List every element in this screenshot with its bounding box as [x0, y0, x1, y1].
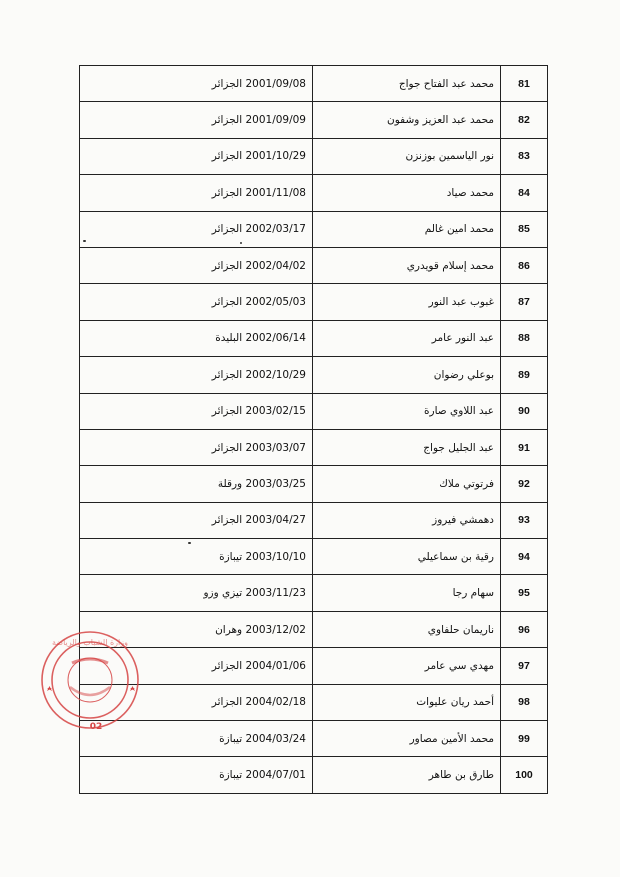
- row-birth-date-place: 2004/02/18 الجزائر: [80, 684, 313, 720]
- row-number: 87: [501, 284, 548, 320]
- table-row: [80, 211, 548, 247]
- table-row: [80, 757, 548, 793]
- table-row: [80, 357, 548, 393]
- row-birth-date-place: 2001/11/08 الجزائر: [80, 175, 313, 211]
- row-number: 84: [501, 175, 548, 211]
- row-birth-date-place: 2002/03/17 الجزائر: [80, 211, 313, 247]
- row-name: عبد النور عامر: [313, 320, 501, 356]
- row-birth-date-place: 2003/11/23 تيزي وزو: [80, 575, 313, 611]
- row-number: 94: [501, 539, 548, 575]
- row-birth-date-place: 2002/10/29 الجزائر: [80, 357, 313, 393]
- row-number: 85: [501, 211, 548, 247]
- row-number: 90: [501, 393, 548, 429]
- row-name: عبد الجليل جواج: [313, 429, 501, 465]
- row-number: 100: [501, 757, 548, 793]
- table-row: [80, 466, 548, 502]
- row-number: 81: [501, 66, 548, 102]
- stamp-text: وزارة الشباب والرياضة: [52, 638, 128, 647]
- row-name: بوعلي رضوان: [313, 357, 501, 393]
- row-number: 83: [501, 138, 548, 174]
- row-name: رقية بن سماعيلي: [313, 539, 501, 575]
- row-name: سهام رجا: [313, 575, 501, 611]
- table-row: [80, 66, 548, 102]
- row-number: 92: [501, 466, 548, 502]
- row-name: فرتوتي ملاك: [313, 466, 501, 502]
- row-number: 98: [501, 684, 548, 720]
- row-number: 86: [501, 247, 548, 283]
- row-name: ناريمان حلفاوي: [313, 611, 501, 647]
- row-number: 88: [501, 320, 548, 356]
- stamp-code: 02: [89, 722, 103, 732]
- row-name: مهدي سي عامر: [313, 648, 501, 684]
- row-number: 97: [501, 648, 548, 684]
- row-name: نور الياسمين بوزنزن: [313, 138, 501, 174]
- row-number: 96: [501, 611, 548, 647]
- row-number: 91: [501, 429, 548, 465]
- row-number: 95: [501, 575, 548, 611]
- row-number: 89: [501, 357, 548, 393]
- row-birth-date-place: 2001/09/08 الجزائر: [80, 66, 313, 102]
- row-name: محمد عبد الفتاح جواج: [313, 66, 501, 102]
- row-birth-date-place: 2001/09/09 الجزائر: [80, 102, 313, 138]
- row-birth-date-place: 2002/04/02 الجزائر: [80, 247, 313, 283]
- row-name: محمد إسلام قويدري: [313, 247, 501, 283]
- row-number: 93: [501, 502, 548, 538]
- row-name: دهمشي فيروز: [313, 502, 501, 538]
- table-row: [80, 247, 548, 283]
- row-name: محمد امين غالم: [313, 211, 501, 247]
- row-birth-date-place: 2001/10/29 الجزائر: [80, 138, 313, 174]
- row-name: محمد الأمين مصاور: [313, 721, 501, 757]
- row-birth-date-place: 2003/03/07 الجزائر: [80, 429, 313, 465]
- row-name: محمد صياد: [313, 175, 501, 211]
- table-row: [80, 539, 548, 575]
- row-name: غبوب عبد النور: [313, 284, 501, 320]
- ink-speck: [83, 240, 86, 242]
- row-number: 99: [501, 721, 548, 757]
- table-row: [80, 320, 548, 356]
- row-birth-date-place: 2004/07/01 تيبازة: [80, 757, 313, 793]
- table-row: [80, 575, 548, 611]
- row-birth-date-place: 2003/03/25 ورقلة: [80, 466, 313, 502]
- table-row: [80, 429, 548, 465]
- table-row: [80, 102, 548, 138]
- table-row: [80, 284, 548, 320]
- table-row: [80, 502, 548, 538]
- table-row: [80, 175, 548, 211]
- row-name: أحمد ريان عليوات: [313, 684, 501, 720]
- table-row: [80, 393, 548, 429]
- row-name: طارق بن طاهر: [313, 757, 501, 793]
- row-birth-date-place: 2003/10/10 تيبازة: [80, 539, 313, 575]
- table-row: [80, 138, 548, 174]
- row-name: عبد اللاوي صارة: [313, 393, 501, 429]
- row-birth-date-place: 2004/03/24 تيبازة: [80, 721, 313, 757]
- row-name: محمد عبد العزيز وشفون: [313, 102, 501, 138]
- row-number: 82: [501, 102, 548, 138]
- row-birth-date-place: 2002/06/14 البليدة: [80, 320, 313, 356]
- ink-speck: [240, 242, 242, 244]
- row-birth-date-place: 2003/04/27 الجزائر: [80, 502, 313, 538]
- row-birth-date-place: 2003/12/02 وهران: [80, 611, 313, 647]
- official-stamp-icon: [20, 625, 160, 740]
- row-birth-date-place: 2003/02/15 الجزائر: [80, 393, 313, 429]
- ink-speck: [188, 542, 191, 544]
- row-birth-date-place: 2004/01/06 الجزائر: [80, 648, 313, 684]
- row-birth-date-place: 2002/05/03 الجزائر: [80, 284, 313, 320]
